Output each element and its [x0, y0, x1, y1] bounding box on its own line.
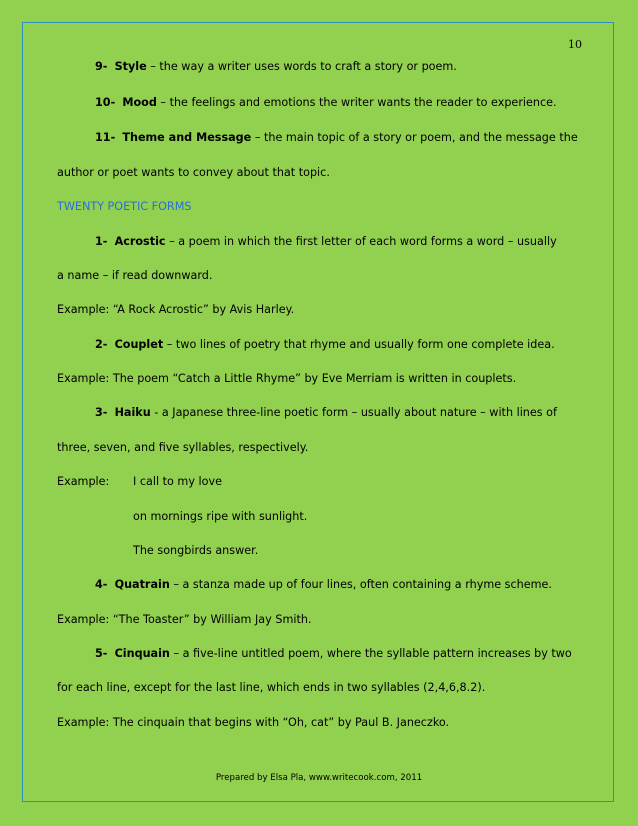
item-number: 4-: [95, 578, 108, 591]
item-text: - a Japanese three-line poetic form – usually about nature – with lines of: [150, 406, 557, 419]
haiku-example: [57, 474, 598, 490]
item-term: Acrostic: [114, 235, 166, 248]
cinquain-continued: for each line, except for the last line, which ends in two syllables (2,4,6,8.2).: [57, 681, 486, 694]
item-text: – two lines of poetry that rhyme and usually form one complete idea.: [163, 338, 555, 351]
item-number: 2-: [95, 338, 108, 351]
item-number: 11-: [95, 131, 116, 144]
item-term: Haiku: [114, 406, 151, 419]
item-number: 3-: [95, 406, 108, 419]
poem-line: The songbirds answer.: [133, 544, 259, 557]
item-term: Theme and Message: [122, 131, 252, 144]
item-number: 9-: [95, 60, 108, 73]
item-text: – the feelings and emotions the writer wants the reader to experience.: [156, 96, 557, 109]
poem-line: I call to my love: [133, 475, 222, 488]
page-number: 10: [568, 38, 582, 51]
couplet-example: Example: The poem “Catch a Little Rhyme” by Eve Merriam is written in couplets.: [57, 372, 517, 385]
item-theme: [95, 130, 598, 146]
item-term: Cinquain: [114, 647, 170, 660]
acrostic-continued: a name – if read downward.: [57, 269, 213, 282]
item-text: – a poem in which the first letter of each word forms a word – usually: [165, 235, 557, 248]
item-mood: [95, 95, 598, 111]
haiku-continued: three, seven, and five syllables, respectively.: [57, 441, 309, 454]
quatrain-example: Example: “The Toaster” by William Jay Smith.: [57, 613, 312, 626]
cinquain-example: Example: The cinquain that begins with “Oh, cat” by Paul B. Janeczko.: [57, 716, 450, 729]
item-term: Mood: [122, 96, 157, 109]
item-text: – a stanza made up of four lines, often containing a rhyme scheme.: [169, 578, 552, 591]
item-style: [95, 59, 598, 75]
item-haiku: [95, 405, 598, 421]
item-text: – a five-line untitled poem, where the syllable pattern increases by two: [169, 647, 572, 660]
item-term: Quatrain: [114, 578, 170, 591]
item-term: Couplet: [114, 338, 164, 351]
item-text: – the main topic of a story or poem, and the message the: [251, 131, 578, 144]
item-number: 1-: [95, 235, 108, 248]
acrostic-example: Example: “A Rock Acrostic” by Avis Harley.: [57, 303, 295, 316]
item-cinquain: [95, 646, 598, 662]
item-theme-continued: author or poet wants to convey about that topic.: [57, 166, 330, 179]
item-couplet: [95, 337, 598, 353]
poem-line: on mornings ripe with sunlight.: [133, 510, 308, 523]
item-quatrain: [95, 577, 598, 593]
section-heading: TWENTY POETIC FORMS: [57, 200, 192, 213]
example-label: Example:: [57, 475, 110, 488]
item-number: 10-: [95, 96, 116, 109]
item-text: – the way a writer uses words to craft a story or poem.: [146, 60, 457, 73]
item-number: 5-: [95, 647, 108, 660]
item-term: Style: [114, 60, 147, 73]
footer: Prepared by Elsa Pla, www.writecook.com, 2011: [215, 773, 423, 783]
item-acrostic: [95, 234, 598, 250]
